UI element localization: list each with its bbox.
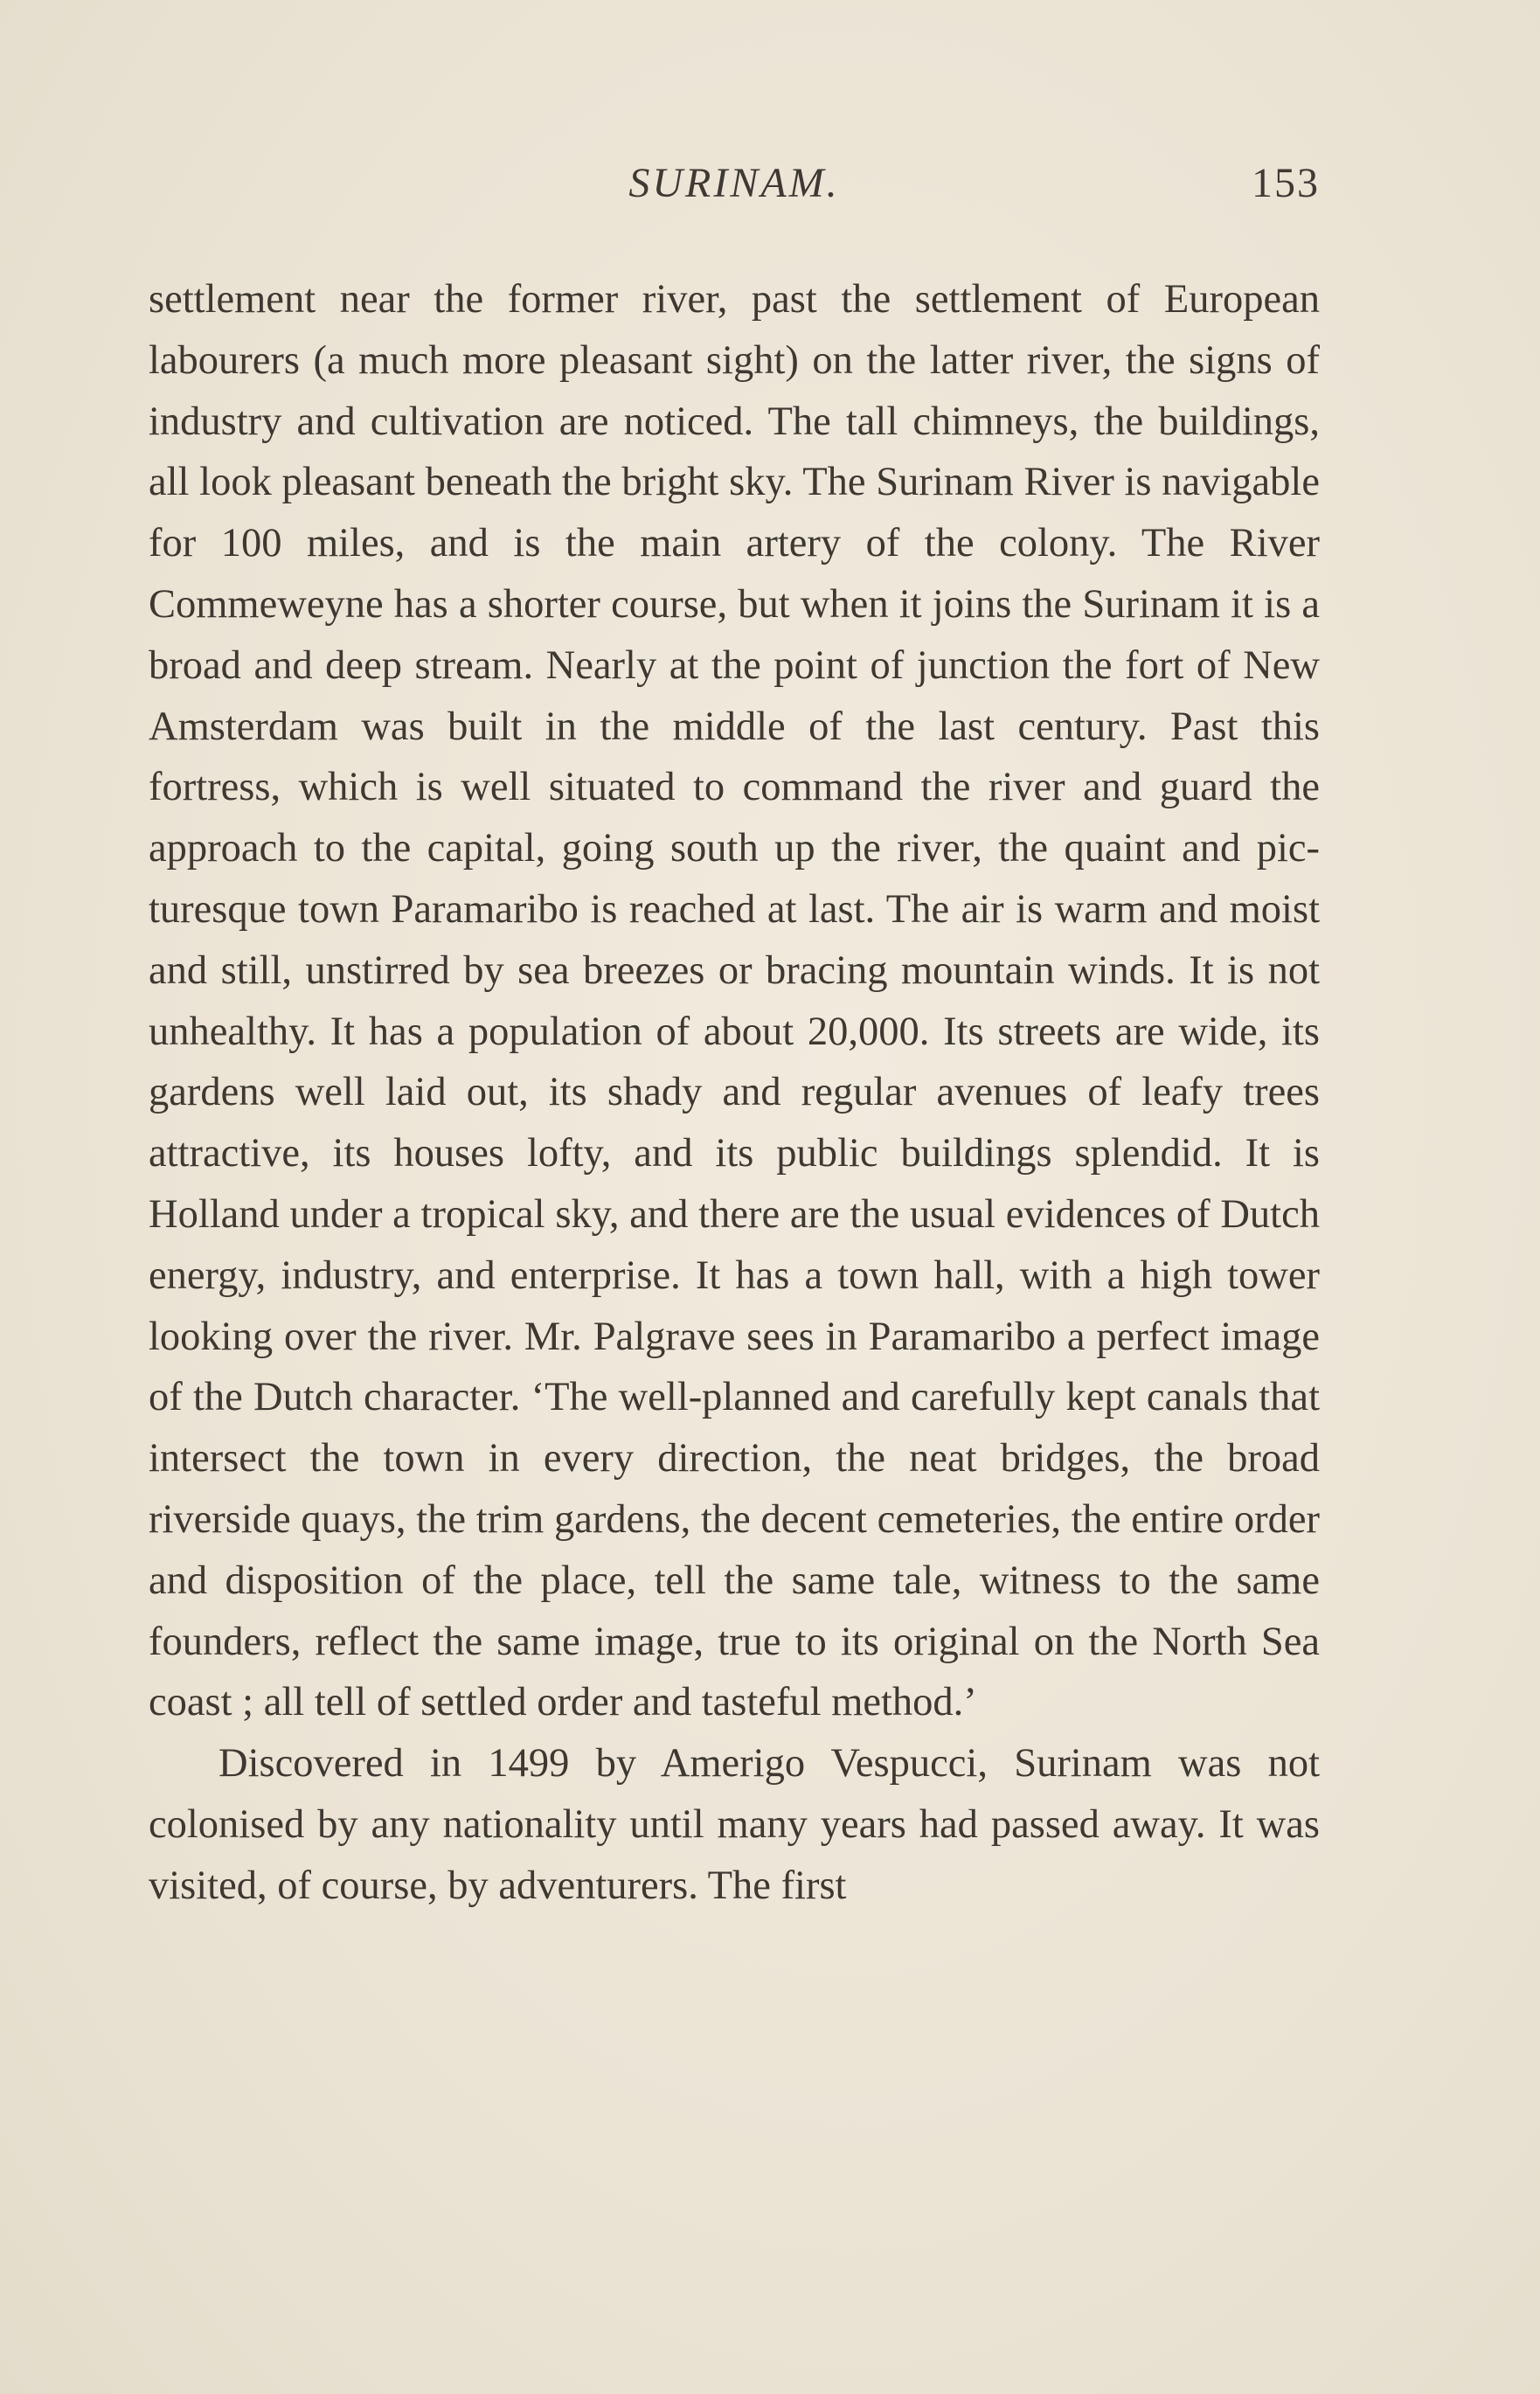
paragraph-discovery: Discovered in 1499 by Amerigo Vespucci, Surinam was not colonised by any nationality until many years had passed away. It was visited, of course, by adventurers. The first — [149, 1741, 1320, 1908]
paragraph-continued: settlement near the former river, past the settlement of European labourers (a much more pleasant sight) on the latter river, the signs of industry and cultivation are noticed. The tall chimneys, the buildings, all look pleasant beneath the bright sky. The Surinam River is navigable for 100 miles, and is the main artery of the colony. The River Commeweyne has a shorter course, but when it joins the Surinam it is a broad and deep stream. Nearly at the point of junction the fort of New Amsterdam was built in the middle of the last century. Past this fortress, which is well situated to command the river and guard the approach to the capital, going south up the river, the quaint and pic-turesque town Paramaribo is reached at last. The air is warm and moist and still, unstirred by sea breezes or bracing mountain winds. It is not unhealthy. It has a population of about 20,000. Its streets are wide, its gardens well laid out, its shady and regular avenues of leafy trees attractive, its houses lofty, and its public buildings splendid. It is Holland under a tropical sky, and there are the usual evidences of Dutch energy, industry, and enterprise. It has a town hall, with a high tower looking over the river. Mr. Palgrave sees in Paramaribo a perfect image of the Dutch character. ‘The well-planned and carefully kept canals that intersect the town in every direction, the neat bridges, the broad riverside quays, the trim gardens, the decent cemeteries, the entire order and disposition of the place, tell the same tale, witness to the same founders, reflect the same image, true to its original on the North Sea coast ; all tell of settled order and tasteful method.’ — [149, 277, 1320, 1725]
body-text — [149, 269, 1320, 1917]
running-head: SURINAM. — [628, 160, 840, 206]
page-header — [149, 159, 1320, 220]
page-number: 153 — [1252, 160, 1320, 206]
